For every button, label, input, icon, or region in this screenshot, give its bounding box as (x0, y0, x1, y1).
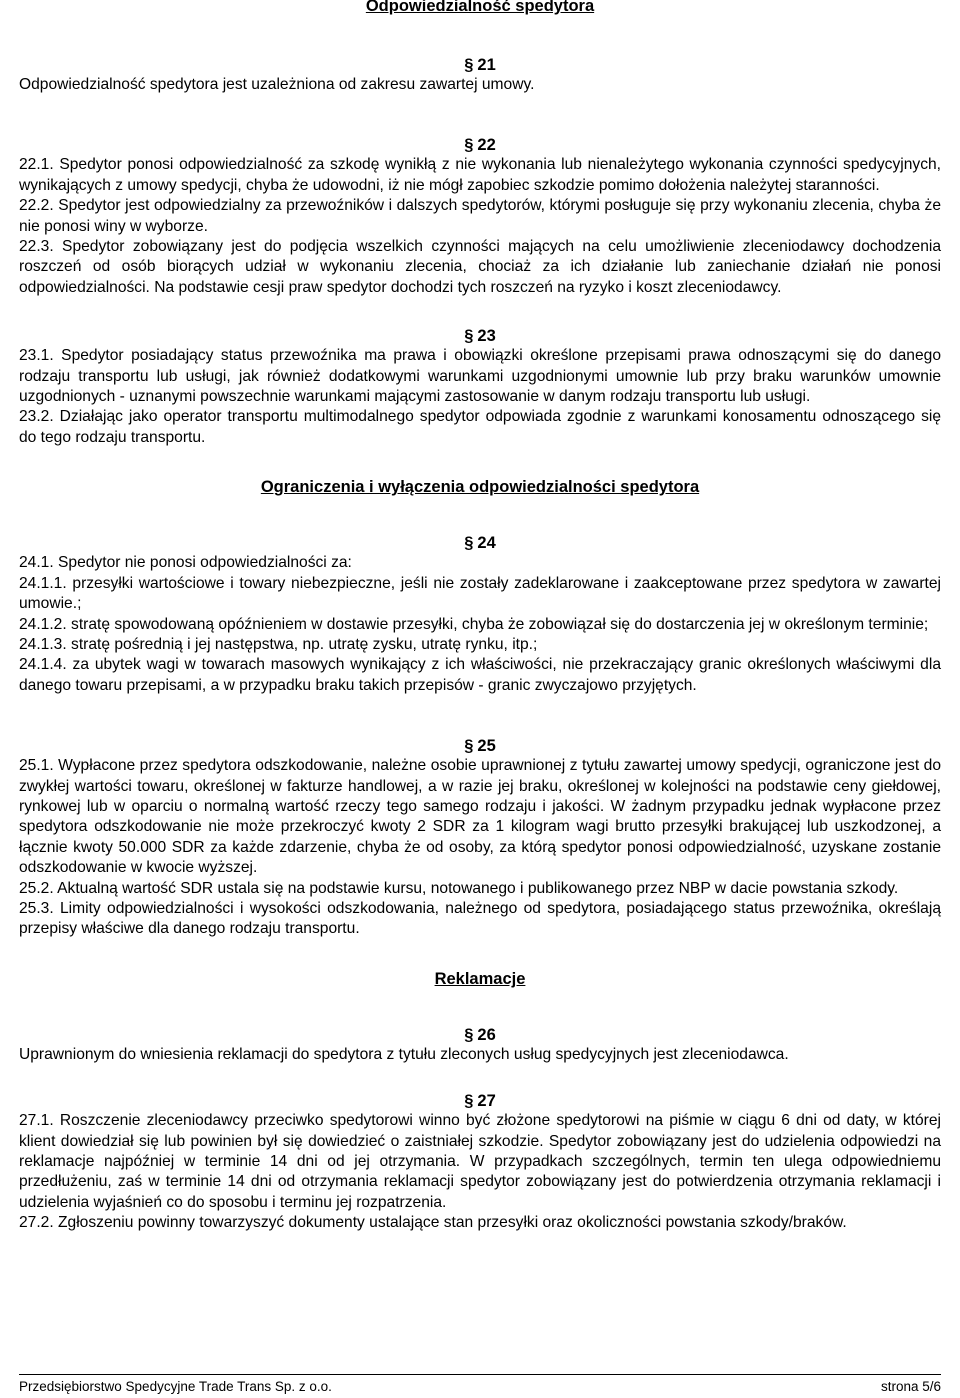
section-27-number: § 27 (464, 1092, 496, 1111)
section-26-number: § 26 (464, 1025, 496, 1044)
paragraph-27-2: 27.2. Zgłoszeniu powinny towarzyszyć dokumenty ustalające stan przesyłki oraz okoliczności powstania szkody/braków. (19, 1214, 847, 1232)
section-heading-limitations: Ograniczenia i wyłączenia odpowiedzialności spedytora (260, 478, 700, 497)
paragraph-22-2: 22.2. Spedytor jest odpowiedzialny za przewoźników i dalszych spedytorów, którymi posługuje się przy wykonaniu zlecenia, chyba że nie ponosi winy w wyborze. (19, 197, 941, 235)
document-page (19, 0, 941, 1234)
paragraph-22-1: 22.1. Spedytor ponosi odpowiedzialność za szkodę wynikłą z nie wykonania lub nienależytego wykonania czynności spedycyjnych, wynikających z umowy spedycji, chyba że udowodni, iż nie mógł zapobiec szkodzie pomimo dołożenia należytej staranności. (19, 156, 941, 194)
paragraph-25-3: 25.3. Limity odpowiedzialności i wysokości odszkodowania, należnego od spedytora, posiadającego status przewoźnika, określają przepisy właściwe dla danego rodzaju transportu. (19, 899, 941, 938)
section-25-number: § 25 (464, 737, 496, 756)
section-24-number: § 24 (464, 534, 496, 553)
paragraph-24-1-4: 24.1.4. za ubytek wagi w towarach masowych wynikający z ich właściwości, nie przekraczający granic określonych właściwymi dla danego towaru przepisami, a w przypadku braku takich przepisów - granic zwyczajowo przyjętych. (19, 656, 941, 694)
paragraph-26: Uprawnionym do wniesienia reklamacji do spedytora z tytułu zleconych usług spedycyjnych jest zleceniodawca. (19, 1045, 789, 1063)
paragraph-27-1: 27.1. Roszczenie zleceniodawcy przeciwko spedytorowi winno być złożone spedytorowi na piśmie w ciągu 6 dni od daty, w której klient dowiedział się lub powinien był się dowiedzieć o zaistniałej szkodzie. Spedytor zobowiązany jest do udzielenia odpowiedzi na reklamacje najpóźniej w terminie 14 dni od jej otrzymania. W przypadkach szczególnych, termin ten ulega odpowiedniemu przedłużeniu, zaś w terminie 14 dni od otrzymania reklamacji spedytor zobowiązany jest do potwierdzenia otrzymania reklamacji i udzielenia wyjaśnień co do sposobu i terminu jej rozpatrzenia. (19, 1112, 941, 1211)
paragraph-22-3: 22.3. Spedytor zobowiązany jest do podjęcia wszelkich czynności mających na celu umożliwienie zleceniodawcy dochodzenia roszczeń od osób biorących udział w wykonaniu zlecenia, chociaż za ich działanie lub zaniechanie działań nie ponosi odpowiedzialności. Na podstawie cesji praw spedytor dochodzi tych roszczeń na ryzyko i koszt zleceniodawcy. (19, 238, 941, 296)
paragraph-24-1-3: 24.1.3. stratę pośrednią i jej następstwa, np. utratę zysku, utratę rynku, itp.; (19, 635, 538, 653)
page-title: Odpowiedzialność spedytora (365, 0, 595, 15)
footer-page-number: strona 5/6 (880, 1379, 941, 1394)
paragraph-21: Odpowiedzialność spedytora jest uzależniona od zakresu zawartej umowy. (19, 76, 535, 93)
paragraph-23-1: 23.1. Spedytor posiadający status przewoźnika ma prawa i obowiązki określone przepisami prawa odnoszącymi się do danego rodzaju transportu lub usługi, jak również dodatkowymi warunkami uzgodnionymi umownie lub przy braku warunków umownie uzgodnionych - uznanymi powszechnie warunkami mającymi zastosowanie w danym rodzaju transportu lub usługi. (19, 347, 941, 406)
section-22-number: § 22 (464, 136, 496, 155)
page-footer (19, 1374, 941, 1394)
paragraph-25-2: 25.2. Aktualną wartość SDR ustala się na podstawie kursu, notowanego i publikowanego przez NBP w dacie powstania szkody. (19, 879, 899, 897)
section-heading-complaints: Reklamacje (434, 969, 526, 988)
section-23-number: § 23 (464, 327, 496, 346)
paragraph-25-1: 25.1. Wypłacone przez spedytora odszkodowanie, należne osobie uprawnionej z tytułu zawartej umowy spedycji, ograniczone jest do zwykłej wartości towaru, określonej w fakturze handlowej, a w razie jej braku, określonej w kolejności na podstawie ceny giełdowej, rynkowej lub w oparciu o normalną wartość rzeczy tego samego rodzaju i jakości. W żadnym przypadku jednak wypłacone przez spedytora odszkodowanie nie może przekroczyć kwoty 2 SDR za 1 kilogram wagi brutto przesyłki brakującej lub uszkodzonej, a łącznie kwoty 50.000 SDR za każde zdarzenie, chyba że od osoby, za którą spedytor ponosi odpowiedzialność, uzyskane zostanie odszkodowanie w kwocie wyższej. (19, 757, 941, 877)
paragraph-24-1: 24.1. Spedytor nie ponosi odpowiedzialności za: (19, 554, 352, 572)
section-21-number: § 21 (464, 56, 496, 74)
paragraph-24-1-1: 24.1.1. przesyłki wartościowe i towary niebezpieczne, jeśli nie zostały zadeklarowane i zaakceptowane przez spedytora w zawartej umowie.; (19, 574, 941, 613)
paragraph-23-2: 23.2. Działając jako operator transportu multimodalnego spedytor odpowiada zgodnie z warunkami konosamentu odnoszącego się do tego rodzaju transportu. (19, 408, 941, 446)
paragraph-24-1-2: 24.1.2. stratę spowodowaną opóźnieniem w dostawie przesyłki, chyba że zobowiązał się do dostarczenia jej w określonym terminie; (19, 615, 929, 633)
footer-company: Przedsiębiorstwo Spedycyjne Trade Trans Sp. z o.o. (19, 1379, 332, 1394)
